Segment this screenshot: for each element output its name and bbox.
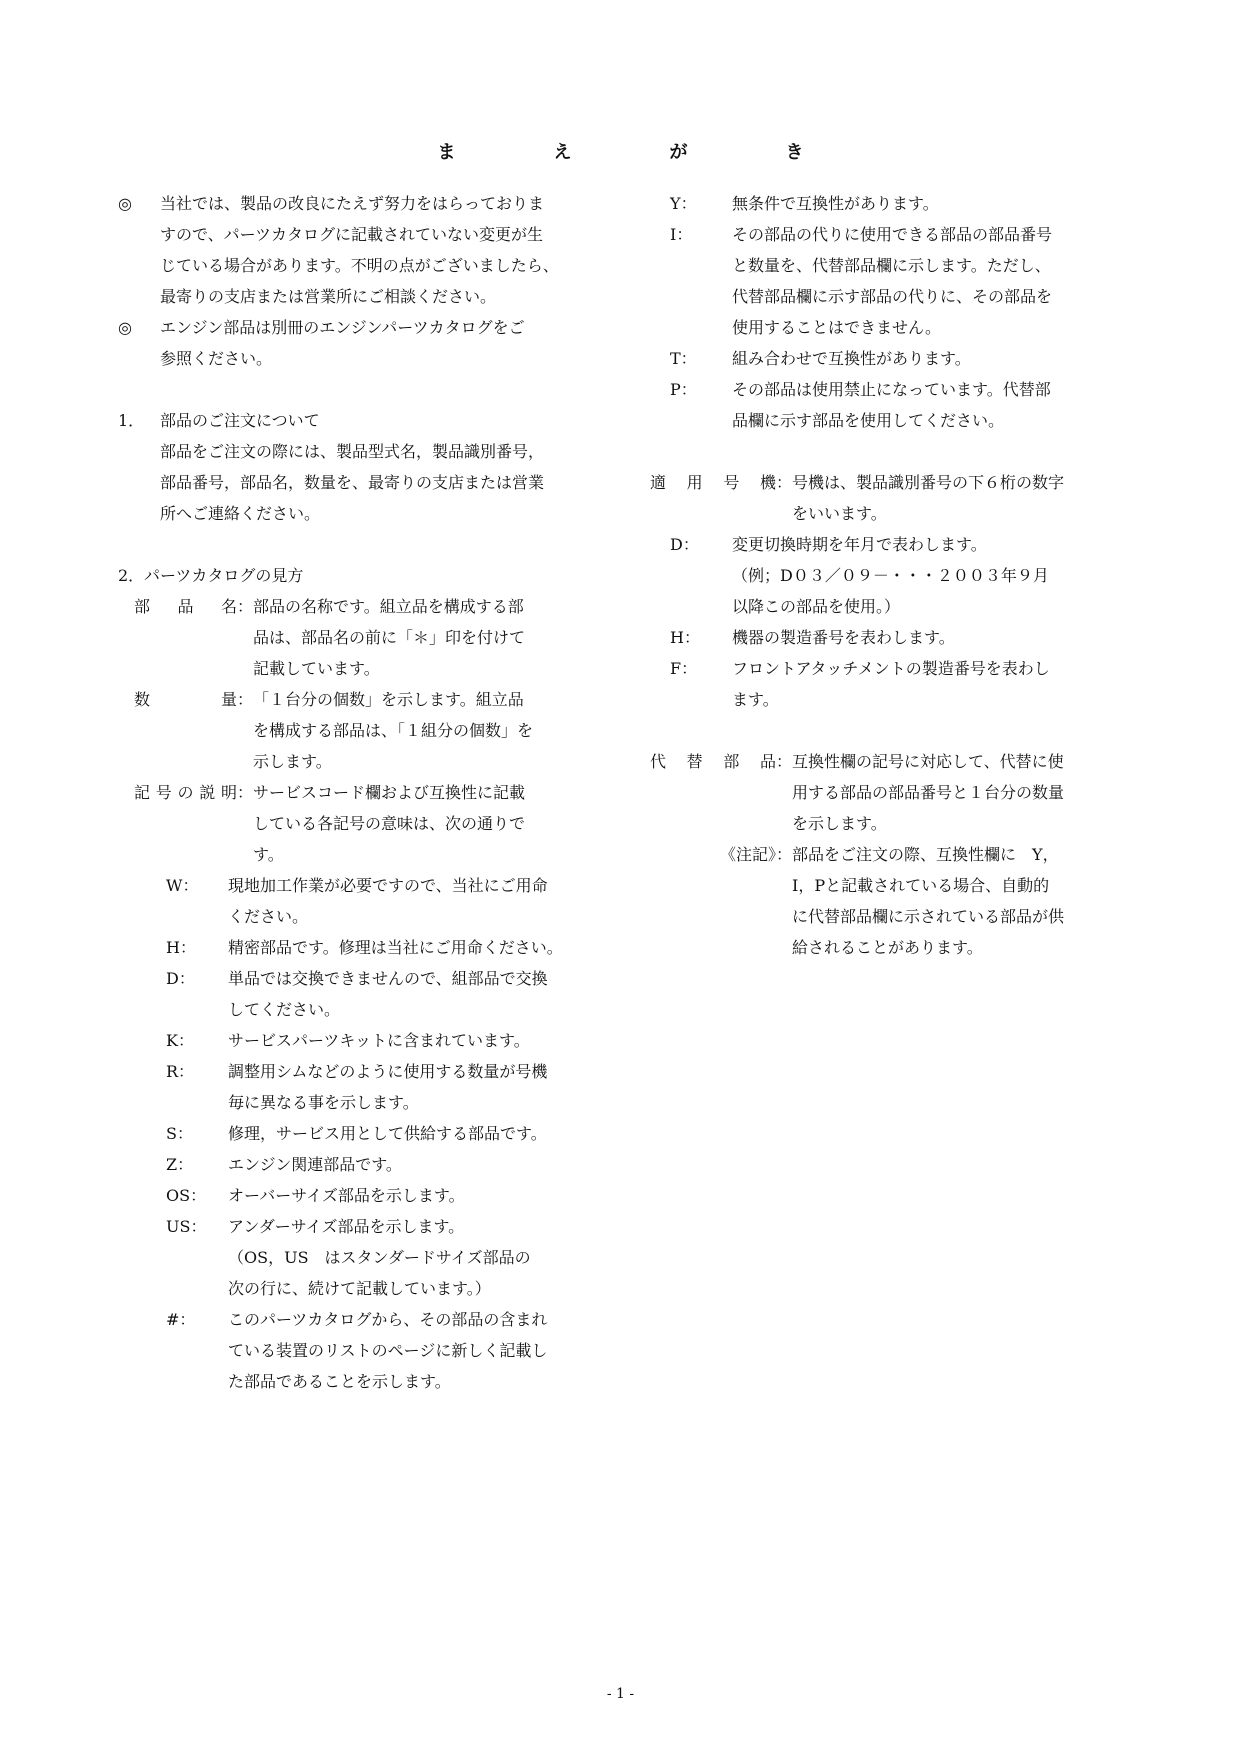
note-line: エンジン部品は別冊のエンジンパーツカタログをご — [160, 318, 525, 337]
note-line: I，Pと記載されている場合、自動的 — [792, 876, 1050, 895]
code-line: 機器の製造番号を表わします。 — [732, 628, 955, 647]
code-line: 以降この部品を使用。） — [732, 597, 901, 616]
code-line: ている装置のリストのページに新しく記載し — [228, 1341, 548, 1360]
code-line: ください。 — [228, 907, 309, 926]
code-line: （例；D０３／０９－・・・２００３年９月 — [732, 566, 1049, 585]
code-label: K： — [166, 1031, 194, 1050]
code-label: H： — [670, 628, 700, 647]
code-label: Z： — [166, 1155, 194, 1174]
term-label: 記号の説明 — [134, 783, 237, 802]
note-line: じている場合があります。不明の点がございましたら、 — [160, 256, 559, 275]
note-line: 参照ください。 — [160, 349, 273, 368]
code-line: 変更切換時期を年月で表わします。 — [732, 535, 987, 554]
note-line: 当社では、製品の改良にたえず努力をはらっておりま — [160, 194, 545, 213]
term-line: を示します。 — [792, 814, 887, 833]
term-line: を構成する部品は、「１組分の個数」を — [253, 721, 534, 740]
code-line: 無条件で互換性があります。 — [732, 194, 939, 213]
code-line: 精密部品です。修理は当社にご用命ください。 — [228, 938, 563, 957]
code-label: D： — [166, 969, 195, 988]
term-line: 互換性欄の記号に対応して、代替に使 — [792, 752, 1064, 771]
section-number: 2． — [118, 566, 145, 585]
code-label: W： — [166, 876, 199, 895]
term-label: 適用号機 — [650, 473, 776, 492]
section-line: 部品番号，部品名，数量を、最寄りの支店または営業 — [160, 473, 545, 492]
code-label: Y： — [670, 194, 697, 213]
term-line: 示します。 — [253, 752, 332, 771]
section-line: 所へご連絡ください。 — [160, 504, 321, 523]
term-line: 号機は、製品識別番号の下６桁の数字 — [792, 473, 1065, 492]
term-line: す。 — [253, 845, 284, 864]
term-line: 品は、部品名の前に「＊」印を付けて — [253, 628, 526, 647]
section-number: 1． — [118, 411, 145, 430]
note-label: 《注記》： — [719, 845, 792, 864]
double-circle-icon: ◎ — [118, 194, 132, 213]
term-line: サービスコード欄および互換性に記載 — [253, 783, 526, 802]
code-label: D： — [670, 535, 699, 554]
section-heading: 部品のご注文について — [160, 411, 320, 430]
term-label: 部品名 — [134, 597, 237, 616]
double-circle-icon: ◎ — [118, 318, 132, 337]
page-number: - 1 - — [606, 1686, 635, 1702]
code-line: （OS，US はスタンダードサイズ部品の — [228, 1248, 531, 1267]
right-column: Y： 無条件で互換性があります。 I： その部品の代りに使用できる部品の部品番号 と数量を、代替部品欄に示します。ただし、 代替部品欄に示す部品の代りに、その部品を 使用することはできません。 T： 組み合わせで互換性があります。 P： その部品は使用禁止になっています。代替部 品欄に示す部品を使用してください。 適用号機 ： 号機は、製品識別番号の下６桁の数字 をいいます。 D： 変更切換時期を年月で表わします。 （例；D０３／０９－・・・２００３年９月 以降この部品を使用。） H： 機器の製造番号を表わします。 F： フロントアタッチメントの製造番号を表わし ます。 代替部品 ： 互換性欄の記号に対応して、代替に使 用する部品の部品番号と１台分の数量 を示します。 《注記》： 部品をご注文の際、互換性欄に Y， I，Pと記載されている場合、自動的 に代替部品欄に示されている部品が供 給されることがあります。 — [650, 188, 1120, 963]
code-line: エンジン関連部品です。 — [228, 1155, 402, 1174]
code-label: US： — [166, 1217, 207, 1236]
term-line: 部品の名称です。組立品を構成する部 — [253, 597, 524, 616]
code-line: 調整用シムなどのように使用する数量が号機 — [228, 1062, 548, 1081]
code-label: R： — [166, 1062, 195, 1081]
code-label: T： — [670, 349, 697, 368]
code-line: してください。 — [228, 1000, 341, 1019]
code-line: サービスパーツキットに含まれています。 — [228, 1031, 530, 1050]
code-line: フロントアタッチメントの製造番号を表わし — [732, 659, 1050, 678]
code-line: た部品であることを示します。 — [228, 1372, 451, 1391]
term-line: 用する部品の部品番号と１台分の数量 — [792, 783, 1065, 802]
term-line: をいいます。 — [792, 504, 887, 523]
code-label: P： — [670, 380, 697, 399]
code-line: オーバーサイズ部品を示します。 — [228, 1186, 465, 1205]
code-label: I： — [670, 225, 693, 244]
code-line: その部品は使用禁止になっています。代替部 — [732, 380, 1051, 399]
code-label: #： — [166, 1310, 196, 1329]
note-line: 最寄りの支店または営業所にご相談ください。 — [160, 287, 497, 306]
note-line: 部品をご注文の際、互換性欄に Y， — [792, 845, 1059, 864]
term-line: 記載しています。 — [253, 659, 380, 678]
section-line: 部品をご注文の際には、製品型式名，製品識別番号， — [160, 442, 545, 461]
code-line: 毎に異なる事を示します。 — [228, 1093, 419, 1112]
left-column: ◎ 当社では、製品の改良にたえず努力をはらっておりま すので、パーツカタログに記載されていない変更が生 じている場合があります。不明の点がございましたら、 最寄りの支店または営業所にご相談ください。 ◎ エンジン部品は別冊のエンジンパーツカタログをご 参照ください。 1． 部品のご注文について 部品をご注文の際には、製品型式名，製品識別番号， 部品番号，部品名，数量を、最寄りの支店または営業 所へご連絡ください。 2． パーツカタログの見方 部品名 ： 部品の名称です。組立品を構成する部 品は、部品名の前に「＊」印を付けて 記載しています。 数量 ： 「１台分の個数」を示します。組立品 を構成する部品は、「１組分の個数」を 示します。 記号の説明 ： サービスコード欄および互換性に記載 している各記号の意味は、次の通りで す。 W： 現地加工作業が必要ですので、当社にご用命 ください。 H： 精密部品です。修理は当社にご用命ください。 D： 単品では交換できませんので、組部品で交換 してください。 K： サービスパーツキットに含まれています。 R： 調整用シムなどのように使用する数量が号機 毎に異なる事を示します。 S： 修理，サービス用として供給する部品です。 Z： エンジン関連部品です。 OS： オーバーサイズ部品を示します。 US： アンダーサイズ部品を示します。 （OS，US はスタンダードサイズ部品の 次の行に、続けて記載しています。） #： このパーツカタログから、その部品の含まれ ている装置のリストのページに新しく記載し た部品であることを示します。 — [118, 188, 618, 1397]
code-line: 現地加工作業が必要ですので、当社にご用命 — [228, 876, 548, 895]
section-heading: パーツカタログの見方 — [144, 566, 304, 585]
note-line: に代替部品欄に示されている部品が供 — [792, 907, 1065, 926]
code-line: と数量を、代替部品欄に示します。ただし、 — [732, 256, 1051, 275]
note-line: すので、パーツカタログに記載されていない変更が生 — [160, 225, 544, 244]
term-label: 数量 — [134, 690, 237, 709]
code-line: 修理，サービス用として供給する部品です。 — [228, 1124, 547, 1143]
code-line: 代替部品欄に示す部品の代りに、その部品を — [732, 287, 1053, 306]
code-line: アンダーサイズ部品を示します。 — [228, 1217, 465, 1236]
code-line: このパーツカタログから、その部品の含まれ — [228, 1310, 548, 1329]
page-title: ま え が き — [437, 142, 844, 163]
code-label: H： — [166, 938, 196, 957]
code-line: 次の行に、続けて記載しています。） — [228, 1279, 491, 1298]
code-line: その部品の代りに使用できる部品の部品番号 — [732, 225, 1053, 244]
code-label: S： — [166, 1124, 193, 1143]
code-line: 使用することはできません。 — [732, 318, 941, 337]
code-label: F： — [670, 659, 698, 678]
note-line: 給されることがあります。 — [792, 938, 983, 957]
term-line: 「１台分の個数」を示します。組立品 — [253, 690, 524, 709]
code-line: 組み合わせで互換性があります。 — [732, 349, 971, 368]
code-label: OS： — [166, 1186, 207, 1205]
term-line: している各記号の意味は、次の通りで — [253, 814, 526, 833]
code-line: 単品では交換できませんので、組部品で交換 — [228, 969, 548, 988]
code-line: ます。 — [732, 690, 779, 709]
code-line: 品欄に示す部品を使用してください。 — [732, 411, 1005, 430]
term-label: 代替部品 — [650, 752, 776, 771]
